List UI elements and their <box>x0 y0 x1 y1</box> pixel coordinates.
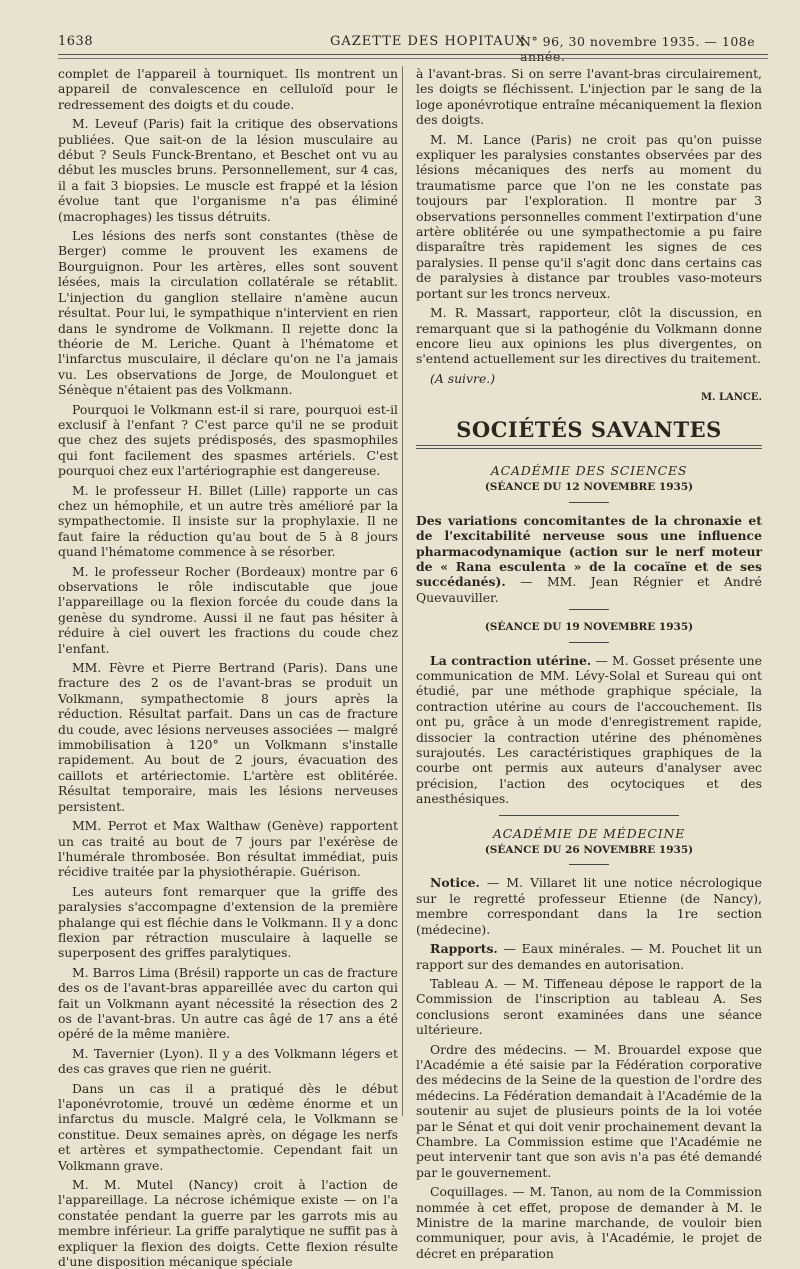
paragraph: M. Tavernier (Lyon). Il y a des Volkmann légers et des cas graves que rien ne guérit. <box>58 1045 398 1077</box>
paragraph: complet de l'appareil à tourniquet. Ils montrent un appareil de convalescence en celluloïd pour le redressement des doigts et du coude. <box>58 66 398 112</box>
paragraph: M. R. Massart, rapporteur, clôt la discussion, en remarquant que si la pathogénie du Volkmann donne encore lieu aux opinions les plus divergentes, on s'entend actuellement sur les directives du traitement. <box>416 305 762 367</box>
paragraph: MM. Fèvre et Pierre Bertrand (Paris). Dans une fracture des 2 os de l'avant-bras se produit un Volkmann, sympathectomie 8 jours après la réduction. Résultat parfait. Dans un cas de fracture du coude, avec lésions nerveuses associées — malgré immobilisation à 120° un Volkmann s'installe rapidement. Au bout de 2 jours, évacuation des caillots et artériectomie. L'artère est oblitérée. Résultat temporaire, mais les lésions nerveuses persistent. <box>58 660 398 814</box>
page-number: 1638 <box>58 34 94 49</box>
paragraph: M. le professeur Rocher (Bordeaux) montre par 6 observations le rôle indiscutable que joue l'appareillage ou la flexion forcée du coude dans la genèse du syndrome. Aussi il ne faut pas hésiter à réduire à ciel ouvert les fractions du coude chez l'enfant. <box>58 563 398 656</box>
paragraph: M. Leveuf (Paris) fait la critique des observations publiées. Que sait-on de la lésion musculaire au début ? Seuls Funck-Brentano, et Beschet ont vu au début les muscles bruns. Personnellement, sur 4 cas, il a fait 3 biopsies. Le muscle est frappé et la lésion évolue tant que l'organisme n'a pas éliminé (macrophages) les tissus détruits. <box>58 116 398 224</box>
paragraph: à l'avant-bras. Si on serre l'avant-bras circulairement, les doigts se fléchissent. L'injection par le sang de la loge aponévrotique entraîne mécaniquement la flexion des doigts. <box>416 66 762 128</box>
article-text: — M. Villaret lit une notice nécrologique sur le regretté professeur Etienne (de Nancy), membre correspondant dans la 1re section (médecine). <box>416 875 762 937</box>
to-be-continued: (A suivre.) <box>430 370 496 386</box>
article-text: — Eaux minérales. — M. Pouchet lit un rapport sur des demandes en autorisation. <box>416 941 762 972</box>
paragraph: M. Barros Lima (Brésil) rapporte un cas de fracture des os de l'avant-bras appareillée avec du carton qui fait un Volkmann ayant nécessité la résection des 2 os de l'avant-bras. Un autre cas âgé de 17 ans a été opéré de la même manière. <box>58 964 398 1042</box>
section-rule <box>416 445 762 449</box>
article-title: Notice. <box>430 875 480 891</box>
article-title: Rapports. <box>430 941 498 957</box>
article <box>416 941 762 972</box>
paragraph: MM. Perrot et Max Walthaw (Genève) rapportent un cas traité au bout de 7 jours par l'exérèse de l'humérale thrombosée. Bon résultat immédiat, puis récidive traitée par la physiothérapie. Guérison. <box>58 818 398 880</box>
article <box>416 513 762 605</box>
article-title: Des variations concomitantes de la chronaxie et de l'excitabilité nerveuse sous une influence pharmacodynamique (action sur le nerf moteur de « Rana esculenta » de la cocaïne et de ses succédanés). <box>416 512 762 590</box>
page-header <box>58 30 768 64</box>
academy-title: ACADÉMIE DES SCIENCES <box>490 462 688 478</box>
paragraph: M. M. Lance (Paris) ne croit pas qu'on puisse expliquer les paralysies constantes observées par des lésions mécaniques des nerfs au moment du traumatisme parce que l'on ne les constate pas toujours par l'exploration. Il montre par 3 observations personnelles comment l'extirpation d'une artère oblitérée ou une sympathectomie a pu faire disparaître très rapidement les signes de ces paralysies. Il pense qu'il s'agit donc dans certains cas de paralysies à distance par troubles vaso-moteurs portant sur les troncs nerveux. <box>416 131 762 301</box>
section-title: SOCIÉTÉS SAVANTES <box>456 416 722 442</box>
session-date: (SÉANCE DU 26 NOVEMBRE 1935) <box>484 844 694 857</box>
paragraph: Ordre des médecins. — M. Brouardel expose que l'Académie a été saisie par la Fédération corporative des médecins de la Seine de la question de l'ordre des médecins. La Fédération demandait à l'Académie de la soutenir au sujet de plusieurs points de la loi votée par le Sénat et qui doit venir prochainement devant la Chambre. La Commission estime que l'Académie ne peut intervenir tant que son avis n'a pas été demandé par le gouvernement. <box>416 1041 762 1180</box>
article-authors: — MM. Jean Régnier et André Quevauviller. <box>416 574 762 605</box>
section-rule <box>499 815 679 816</box>
paragraph: Les auteurs font remarquer que la griffe des paralysies s'accompagne d'extension de la première phalange qui est fléchie dans le Volkmann. Il y a donc flexion par rétraction musculaire à laquelle se superposent des griffes paralytiques. <box>58 883 398 961</box>
article <box>416 875 762 937</box>
journal-title: GAZETTE DES HOPITAUX <box>330 34 526 49</box>
short-rule <box>569 642 609 643</box>
paragraph: Dans un cas il a pratiqué dès le début l'aponévrotomie, trouvé un œdème énorme et un infarctus du muscle. Malgré cela, le Volkmann se constitue. Deux semaines après, on dégage les nerfs et artères et sympathectomie. Cependant fait un Volkmann grave. <box>58 1080 398 1173</box>
paragraph: Les lésions des nerfs sont constantes (thèse de Berger) comme le prouvent les examens de Bourguignon. Pour les artères, elles sont souvent lésées, mais la circulation collatérale se rétablit. L'injection du ganglion stellaire n'amène aucun résultat. Pour lui, le sympathique n'intervient en rien dans le syndrome de Volkmann. Il rejette donc la théorie de M. Leriche. Quant à l'hématome et l'infarctus musculaire, il déclare qu'on ne l'a jamais vu. Les observations de Jorge, de Moulonguet et Sénèque n'étaient pas des Volkmann. <box>58 228 398 398</box>
issue-info: N° 96, 30 novembre 1935. — 108e année. <box>520 34 756 64</box>
paragraph: M. le professeur H. Billet (Lille) rapporte un cas chez un hémophile, et un autre très amélioré par la sympathectomie. Il insiste sur la prophylaxie. Il ne faut faire la réduction qu'au bout de 5 à 8 jours quand l'hématome commence à se résorber. <box>58 482 398 560</box>
paragraph: M. M. Mutel (Nancy) croit à l'action de l'appareillage. La nécrose ichémique existe — on l'a constatée pendant la guerre par les garrots mis au membre inférieur. La griffe paralytique ne suffit pas à expliquer la flexion des doigts. Cette flexion résulte d'une disposition mécanique spéciale <box>58 1177 398 1269</box>
paragraph: Coquillages. — M. Tanon, au nom de la Commission nommée à cet effet, propose de demander à M. le Ministre de la marine marchande, de vouloir bien communiquer, pour avis, à l'Académie, le projet de décret en préparation <box>416 1184 762 1261</box>
article <box>416 653 762 807</box>
left-column <box>58 66 398 1269</box>
session-date: (SÉANCE DU 19 NOVEMBRE 1935) <box>484 621 694 634</box>
header-rule <box>58 58 768 59</box>
column-divider <box>402 66 403 1116</box>
paragraph: Pourquoi le Volkmann est-il si rare, pourquoi est-il exclusif à l'enfant ? C'est parce qu'il ne se produit que chez des sujets prédisposés, des spasmophiles qui font facilement des spasmes artériels. C'est pourquoi chez eux l'artériographie est dangereuse. <box>58 401 398 479</box>
short-rule <box>569 609 609 610</box>
short-rule <box>569 502 609 503</box>
paragraph: Tableau A. — M. Tiffeneau dépose le rapport de la Commission de l'inscription au tableau A. Ses conclusions seront examinées dans une séance ultérieure. <box>416 975 762 1038</box>
header-rule <box>58 54 768 55</box>
short-rule <box>569 864 609 865</box>
article-text: — M. Gosset présente une communication de MM. Lévy-Solal et Sureau qui ont étudié, par une méthode graphique spéciale, la contraction utérine au cours de l'accouchement. Ils ont pu, grâce à un mode d'enregistrement rapide, dissocier la contraction utérine des phénomènes surajoutés. Les caractéristiques graphiques de la courbe ont permis aux auteurs d'analyser avec précision, l'action des ocytociques et des anesthésiques. <box>416 652 762 807</box>
author-signature: M. LANCE. <box>700 392 762 404</box>
article-title: La contraction utérine. <box>430 652 592 668</box>
academy-title: ACADÉMIE DE MÉDECINE <box>492 825 686 841</box>
right-column <box>416 66 762 1261</box>
session-date: (SÉANCE DU 12 NOVEMBRE 1935) <box>484 481 694 494</box>
